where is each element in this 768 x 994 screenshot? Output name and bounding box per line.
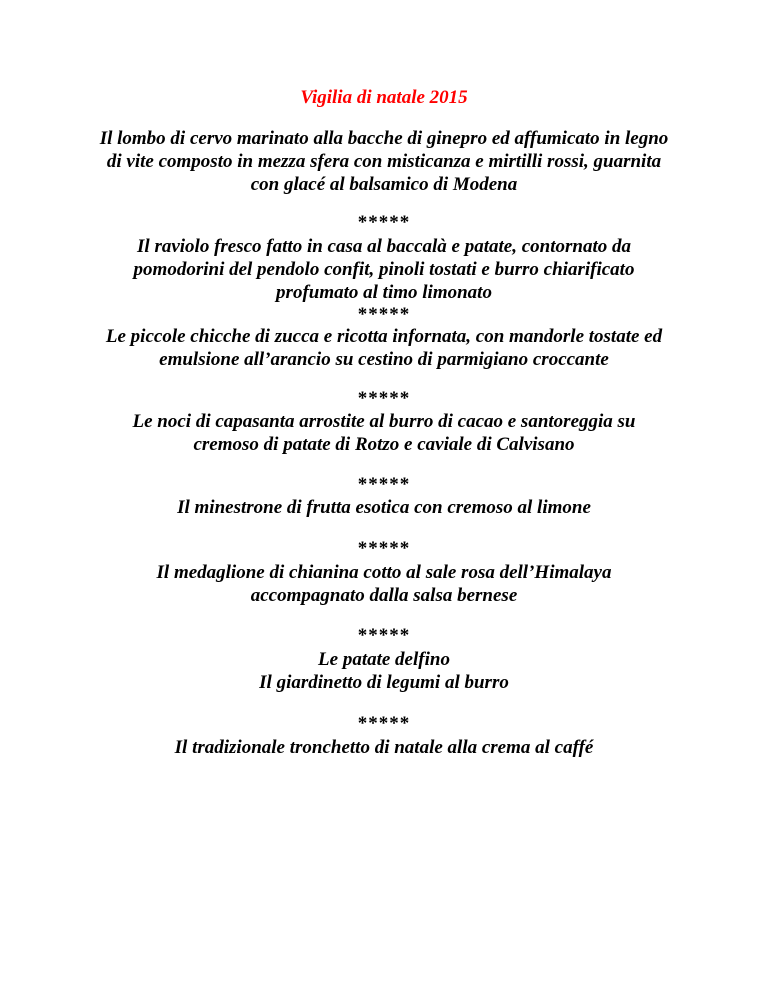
course-2-line-2: pomodorini del pendolo confit, pinoli tostati e burro chiarificato xyxy=(133,259,635,280)
separator: ***** xyxy=(357,538,411,559)
separator: ***** xyxy=(357,304,411,325)
course-1-line-2: di vite composto in mezza sfera con misticanza e mirtilli rossi, guarnita xyxy=(106,151,662,172)
separator: ***** xyxy=(357,388,411,409)
course-1-line-3: con glacé al balsamico di Modena xyxy=(250,174,518,195)
course-5-line-1: Il minestrone di frutta esotica con cremoso al limone xyxy=(177,497,591,518)
separator: ***** xyxy=(357,713,411,734)
course-7-line-1: Le patate delfino xyxy=(318,649,450,670)
course-2-line-3: profumato al timo limonato xyxy=(276,282,492,303)
separator: ***** xyxy=(357,625,411,646)
course-7-line-2: Il giardinetto di legumi al burro xyxy=(259,672,509,693)
menu-title: Vigilia di natale 2015 xyxy=(300,87,468,108)
separator: ***** xyxy=(357,212,411,233)
course-4-line-1: Le noci di capasanta arrostite al burro di cacao e santoreggia su xyxy=(132,411,636,432)
course-6-line-2: accompagnato dalla salsa bernese xyxy=(250,585,518,606)
course-2-line-1: Il raviolo fresco fatto in casa al baccalà e patate, contornato da xyxy=(137,236,631,257)
course-8-line-1: Il tradizionale tronchetto di natale alla crema al caffé xyxy=(174,737,594,758)
course-3-line-2: emulsione all’arancio su cestino di parmigiano croccante xyxy=(159,349,609,370)
course-3-line-1: Le piccole chicche di zucca e ricotta infornata, con mandorle tostate ed xyxy=(105,326,663,347)
course-1-line-1: Il lombo di cervo marinato alla bacche di ginepro ed affumicato in legno xyxy=(99,128,669,149)
separator: ***** xyxy=(357,474,411,495)
course-4-line-2: cremoso di patate di Rotzo e caviale di Calvisano xyxy=(193,434,575,455)
course-6-line-1: Il medaglione di chianina cotto al sale rosa dell’Himalaya xyxy=(156,562,612,583)
